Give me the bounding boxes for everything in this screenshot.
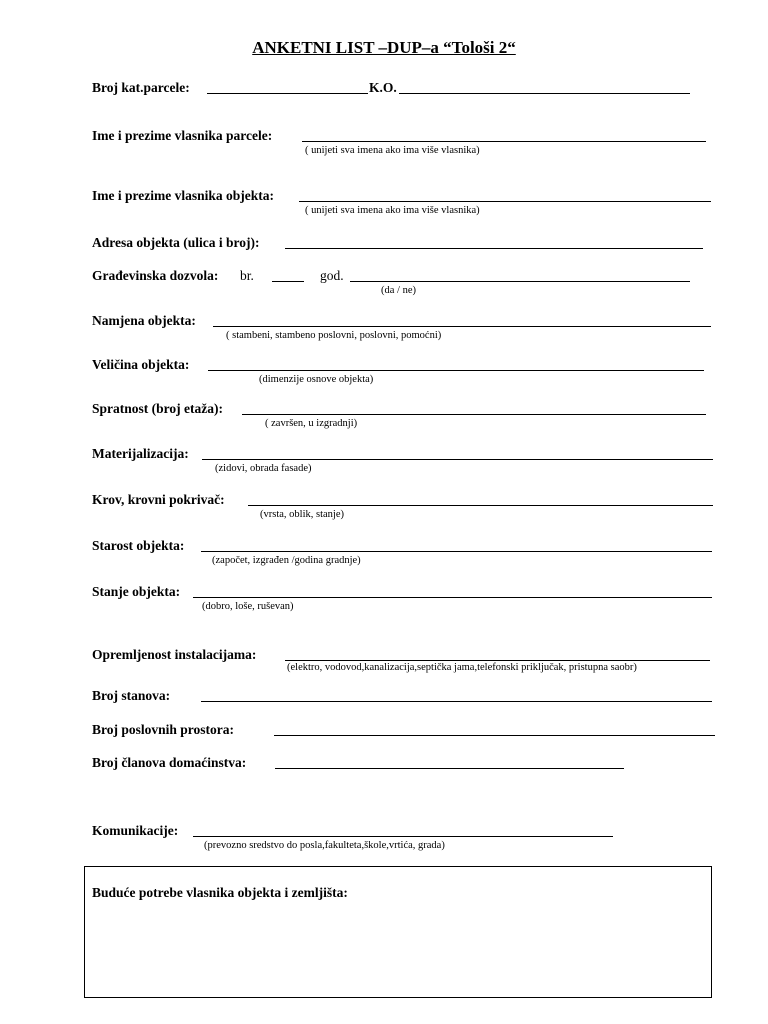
age-line[interactable] [201, 551, 712, 552]
communications-label: Komunikacije: [92, 823, 179, 838]
communications-hint: (prevozno sredstvo do posla,fakulteta,škole,vrtića, grada) [204, 840, 445, 851]
purpose-line[interactable] [213, 326, 711, 327]
parcel-owner-hint: ( unijeti sva imena ako ima više vlasnika) [305, 145, 480, 156]
permit-year-line[interactable] [350, 281, 690, 282]
roof-hint: (vrsta, oblik, stanje) [260, 509, 344, 520]
size-hint: (dimenzije osnove objekta) [259, 374, 374, 385]
building-permit-label: Građevinska dozvola: [92, 268, 219, 283]
age-label: Starost objekta: [92, 538, 185, 553]
materials-hint: (zidovi, obrada fasade) [215, 463, 312, 474]
building-owner-label: Ime i prezime vlasnika objekta: [92, 188, 274, 203]
installations-hint: (elektro, vodovod,kanalizacija,septička jama,telefonski priključak, pristupna saobr) [287, 662, 637, 673]
size-line[interactable] [208, 370, 704, 371]
permit-year-label: god. [320, 268, 344, 283]
size-label: Veličina objekta: [92, 357, 190, 372]
installations-line[interactable] [285, 660, 710, 661]
condition-label: Stanje objekta: [92, 584, 181, 599]
permit-number-label: br. [240, 268, 254, 283]
business-spaces-label: Broj poslovnih prostora: [92, 722, 235, 737]
form-title: ANKETNI LIST –DUP–a “Tološi 2“ [252, 38, 516, 57]
future-needs-label: Buduće potrebe vlasnika objekta i zemljišta: [92, 885, 348, 900]
apartments-count-label: Broj stanova: [92, 688, 171, 703]
floors-hint: ( završen, u izgradnji) [265, 418, 358, 429]
floors-line[interactable] [242, 414, 706, 415]
installations-label: Opremljenost instalacijama: [92, 647, 257, 662]
purpose-hint: ( stambeni, stambeno poslovni, poslovni, pomoćni) [226, 330, 442, 341]
parcel-owner-label: Ime i prezime vlasnika parcele: [92, 128, 273, 143]
address-line[interactable] [285, 248, 703, 249]
address-label: Adresa objekta (ulica i broj): [92, 235, 260, 250]
parcel-number-label: Broj kat.parcele: [92, 80, 190, 95]
condition-line[interactable] [193, 597, 712, 598]
purpose-label: Namjena objekta: [92, 313, 196, 328]
building-permit-hint: (da / ne) [381, 285, 416, 296]
cadastral-municipality-label: K.O. [369, 80, 397, 95]
household-members-label: Broj članova domaćinstva: [92, 755, 247, 770]
apartments-count-line[interactable] [201, 701, 712, 702]
parcel-number-line[interactable] [207, 93, 368, 94]
materials-line[interactable] [202, 459, 713, 460]
business-spaces-line[interactable] [274, 735, 715, 736]
building-owner-hint: ( unijeti sva imena ako ima više vlasnika) [305, 205, 480, 216]
permit-number-line[interactable] [272, 281, 304, 282]
communications-line[interactable] [193, 836, 613, 837]
age-hint: (započet, izgrađen /godina gradnje) [212, 555, 361, 566]
condition-hint: (dobro, loše, ruševan) [202, 601, 294, 612]
materials-label: Materijalizacija: [92, 446, 189, 461]
future-needs-box[interactable] [84, 866, 712, 998]
household-members-line[interactable] [275, 768, 624, 769]
cadastral-municipality-line[interactable] [399, 93, 690, 94]
building-owner-line[interactable] [299, 201, 711, 202]
roof-label: Krov, krovni pokrivač: [92, 492, 225, 507]
roof-line[interactable] [248, 505, 713, 506]
parcel-owner-line[interactable] [302, 141, 706, 142]
floors-label: Spratnost (broj etaža): [92, 401, 223, 416]
